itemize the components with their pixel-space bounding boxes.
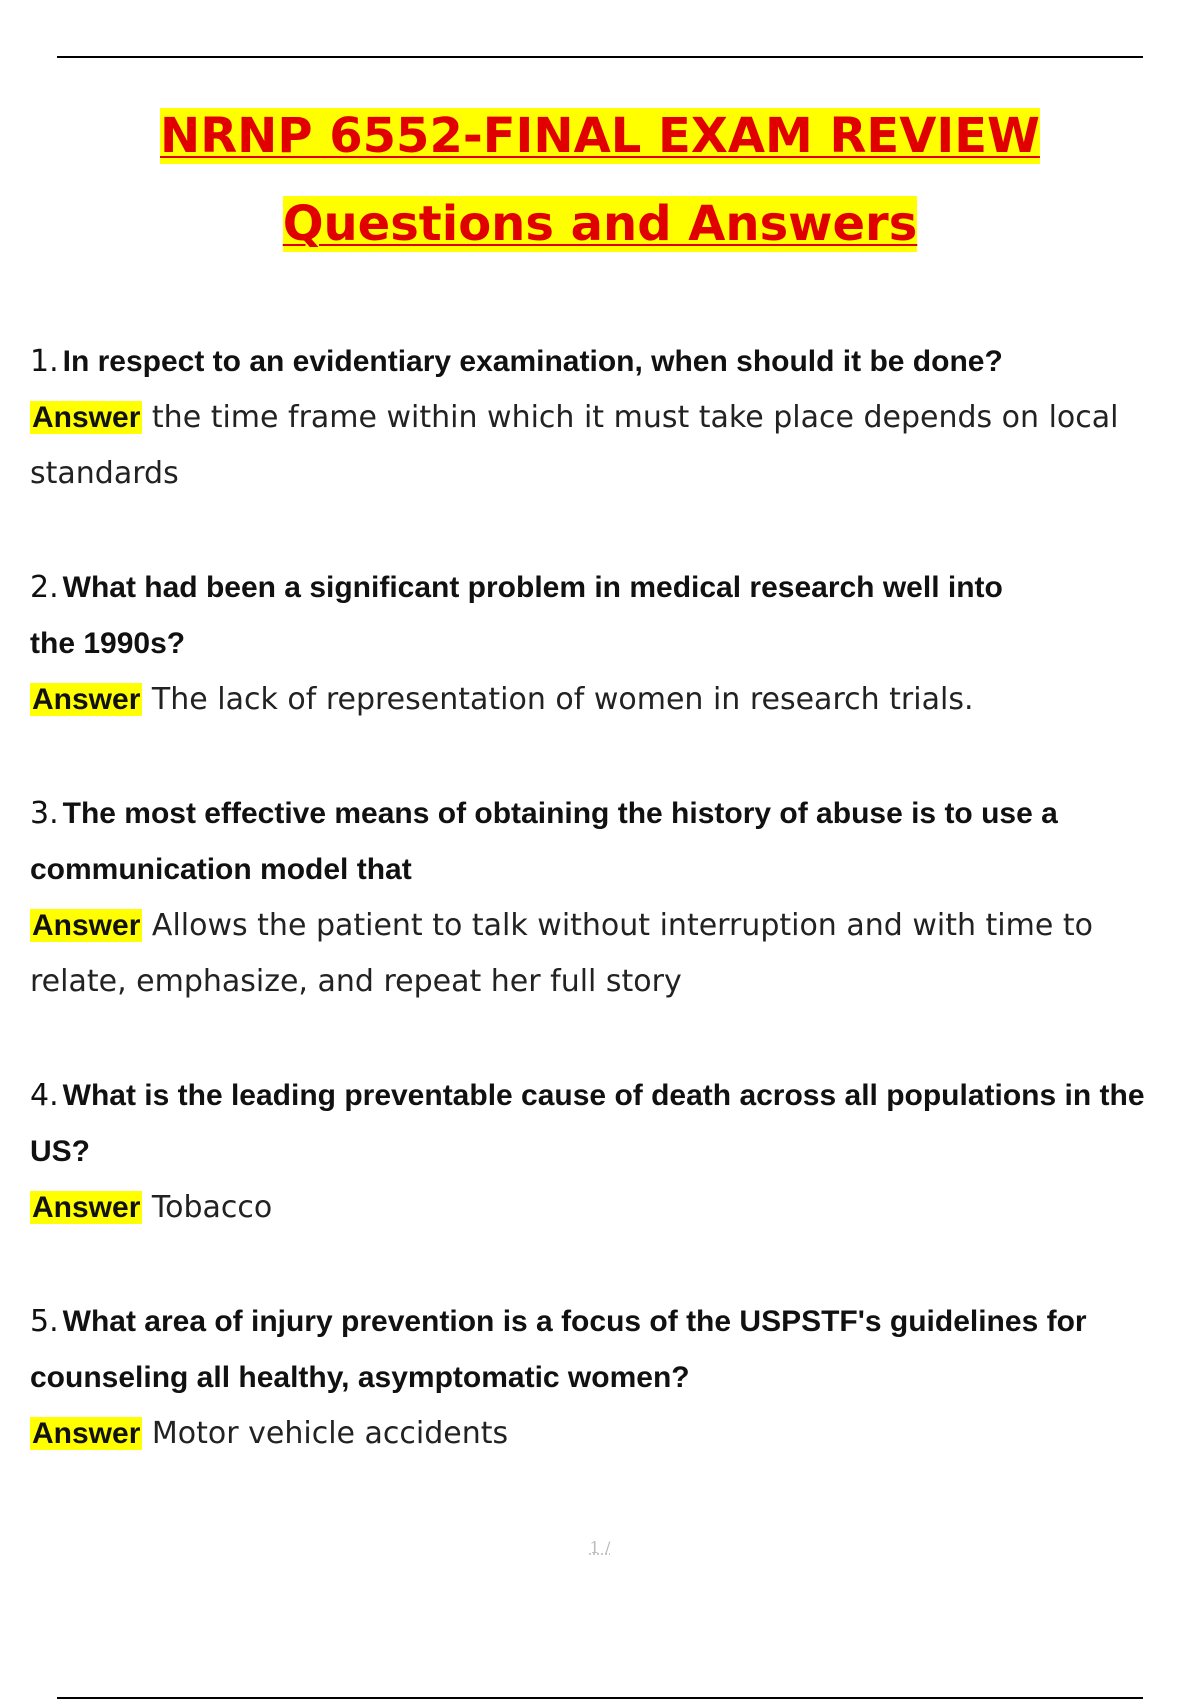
answer-4 [30,1180,1195,1236]
answer-text: The lack of representation of women in research trials. [151,682,974,717]
question-number: 5. [30,1304,59,1339]
title-line-2: Questions and Answers [282,196,918,252]
answer-text: Tobacco [151,1190,273,1225]
title-line-1: NRNP 6552-FINAL EXAM REVIEW [160,108,1040,164]
question-text: What had been a significant problem in medical research well into the 1990s? [30,571,1003,660]
answer-label: Answer [32,1191,141,1224]
answer-text: Motor vehicle accidents [151,1416,509,1451]
document-title [0,108,1200,164]
qa-item-1 [30,334,1195,502]
answer-label: Answer [32,683,141,716]
bottom-rule [57,1697,1143,1699]
page-number: 1 / [589,1538,611,1557]
question-number: 1. [30,344,59,379]
answer-text: the time frame within which it must take place depends on local standards [30,400,1119,491]
question-text: What is the leading preventable cause of death across all populations in the US? [30,1079,1145,1168]
answer-2 [30,672,1195,728]
answer-3 [30,898,1190,1010]
question-text: What area of injury prevention is a focus of the USPSTF's guidelines for counseling all healthy, asymptomatic women? [30,1305,1087,1394]
answer-1 [30,390,1195,502]
qa-item-4 [30,1068,1195,1236]
question-text: In respect to an evidentiary examination, when should it be done? [62,345,1003,378]
answer-5 [30,1406,1195,1462]
answer-label: Answer [32,909,141,942]
answer-text: Allows the patient to talk without interruption and with time to relate, emphasize, and repeat her full story [30,908,1093,999]
qa-item-3 [30,786,1195,1010]
document-subtitle [0,196,1200,252]
question-number: 3. [30,796,59,831]
question-1 [30,334,1070,390]
question-4 [30,1068,1195,1180]
answer-label: Answer [32,1417,141,1450]
question-number: 2. [30,570,59,605]
top-rule [57,56,1143,58]
question-2 [30,560,1040,672]
question-text: The most effective means of obtaining the history of abuse is to use a communication model that [30,797,1058,886]
question-5 [30,1294,1140,1406]
qa-item-2 [30,560,1195,728]
question-3 [30,786,1170,898]
question-number: 4. [30,1078,59,1113]
qa-item-5 [30,1294,1195,1462]
answer-label: Answer [32,401,141,434]
